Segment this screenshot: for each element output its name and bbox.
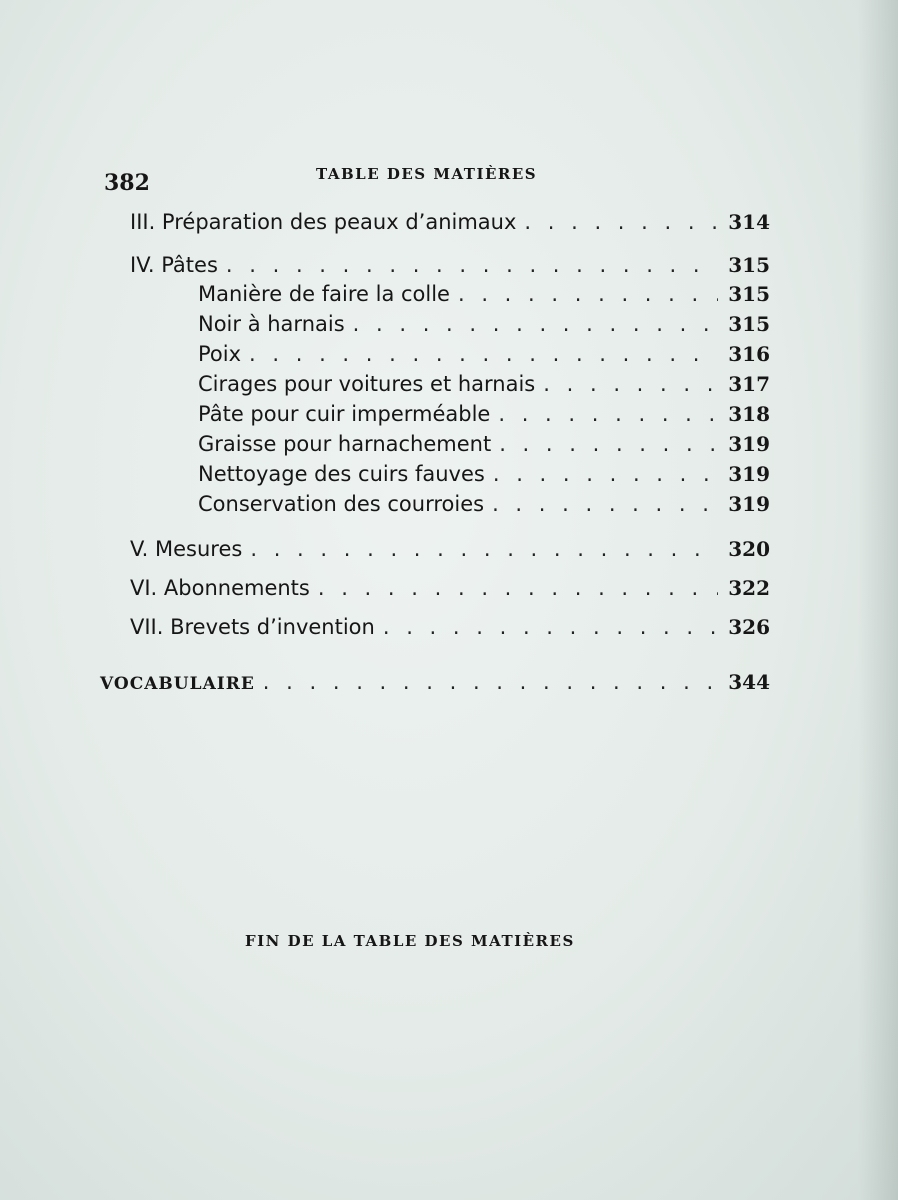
dot-leader bbox=[226, 253, 718, 277]
toc-sub-entry bbox=[198, 402, 770, 426]
toc-entry-label: VI. Abonnements bbox=[130, 576, 310, 600]
dot-leader bbox=[493, 462, 718, 486]
toc-entry-page: 314 bbox=[728, 210, 770, 234]
toc-entry-page: 319 bbox=[728, 462, 770, 486]
toc-entry-section-6 bbox=[130, 576, 770, 600]
toc-entry-page: 318 bbox=[728, 402, 770, 426]
toc-entry-page: 317 bbox=[728, 372, 770, 396]
toc-entry-page: 316 bbox=[728, 342, 770, 366]
dot-leader bbox=[318, 576, 718, 600]
toc-entry-page: 344 bbox=[728, 670, 770, 694]
toc-entry-label: Noir à harnais bbox=[198, 312, 345, 336]
toc-sub-entry bbox=[198, 312, 770, 336]
toc-sub-entry bbox=[198, 462, 770, 486]
toc-entry-label: Graisse pour harnachement bbox=[198, 432, 492, 456]
dot-leader bbox=[524, 210, 718, 234]
dot-leader bbox=[543, 372, 718, 396]
running-head: TABLE DES MATIÈRES bbox=[316, 165, 538, 183]
toc-entry-page: 315 bbox=[728, 312, 770, 336]
toc-sub-entry bbox=[198, 432, 770, 456]
end-of-table-note: FIN DE LA TABLE DES MATIÈRES bbox=[245, 932, 575, 950]
toc-entry-label: Cirages pour voitures et harnais bbox=[198, 372, 536, 396]
toc-entry-label: VOCABULAIRE bbox=[100, 674, 255, 694]
toc-entry-label: V. Mesures bbox=[130, 537, 243, 561]
toc-sub-entry bbox=[198, 372, 770, 396]
toc-sub-entry bbox=[198, 342, 770, 366]
toc-entry-page: 326 bbox=[728, 615, 770, 639]
toc-entry-page: 315 bbox=[728, 282, 770, 306]
dot-leader bbox=[498, 402, 718, 426]
dot-leader bbox=[353, 312, 719, 336]
page-number: 382 bbox=[104, 170, 150, 196]
dot-leader bbox=[492, 492, 718, 516]
toc-entry-label: Pâte pour cuir imperméable bbox=[198, 402, 491, 426]
toc-entry-label: VII. Brevets d’invention bbox=[130, 615, 375, 639]
toc-entry-label: Poix bbox=[198, 342, 242, 366]
toc-entry-section-7 bbox=[130, 615, 770, 639]
toc-entry-label: Manière de faire la colle bbox=[198, 282, 450, 306]
dot-leader bbox=[458, 282, 718, 306]
toc-sub-entry bbox=[198, 492, 770, 516]
page-edge-shadow bbox=[858, 0, 898, 1200]
dot-leader bbox=[250, 537, 718, 561]
dot-leader bbox=[383, 615, 718, 639]
dot-leader bbox=[249, 342, 718, 366]
dot-leader bbox=[263, 670, 718, 694]
toc-sub-entry bbox=[198, 282, 770, 306]
toc-entry-label: Nettoyage des cuirs fauves bbox=[198, 462, 485, 486]
toc-entry-section-5 bbox=[130, 537, 770, 561]
toc-entry-section-4 bbox=[130, 253, 770, 277]
toc-entry-section-3 bbox=[130, 210, 770, 234]
toc-entry-page: 320 bbox=[728, 537, 770, 561]
toc-entry-label: IV. Pâtes bbox=[130, 253, 218, 277]
dot-leader bbox=[499, 432, 718, 456]
toc-entry-page: 319 bbox=[728, 492, 770, 516]
toc-entry-page: 315 bbox=[728, 253, 770, 277]
toc-entry-page: 322 bbox=[728, 576, 770, 600]
toc-entry-vocabulary bbox=[100, 670, 770, 694]
toc-entry-label: III. Préparation des peaux d’animaux bbox=[130, 210, 517, 234]
toc-entry-label: Conservation des courroies bbox=[198, 492, 485, 516]
toc-entry-page: 319 bbox=[728, 432, 770, 456]
